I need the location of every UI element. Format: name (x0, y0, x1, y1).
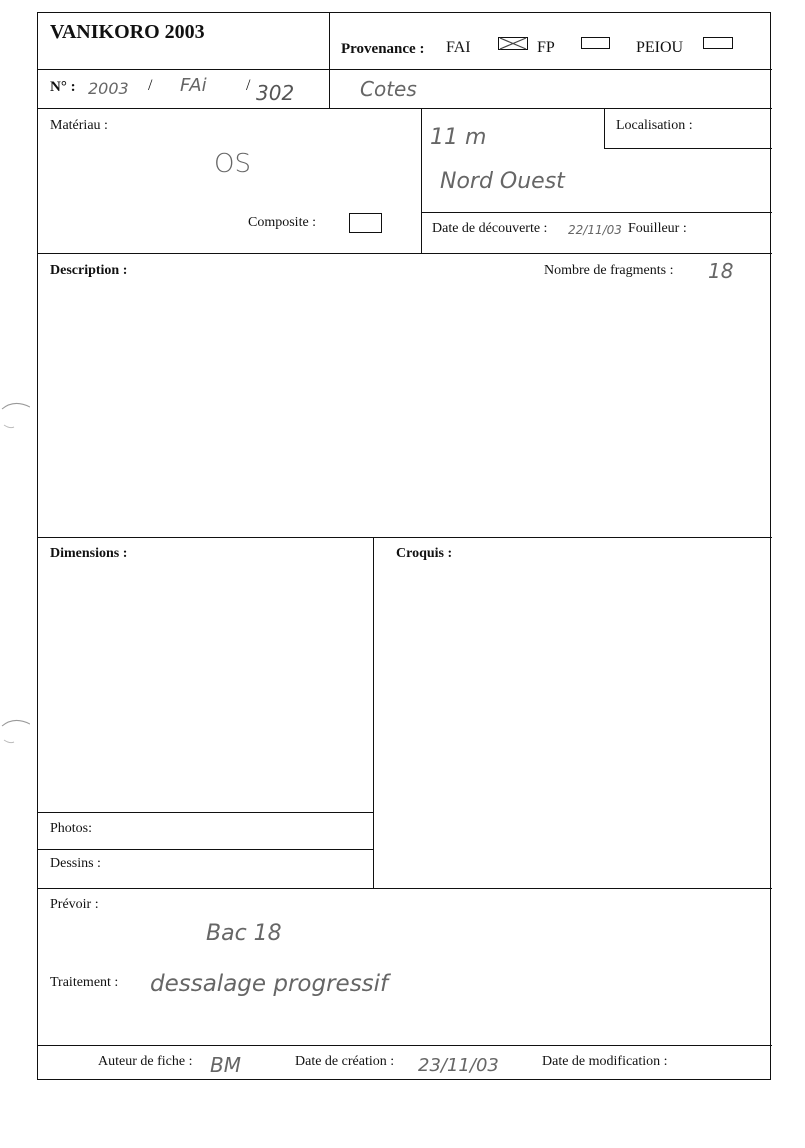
provenance-option-peiou: PEIOU (636, 39, 684, 56)
material-value: OS (214, 149, 251, 179)
traitement-value: dessalage progressif (150, 971, 389, 997)
provenance-option-fp: FP (537, 39, 555, 56)
number-separator-2: / (246, 77, 251, 94)
number-separator-1: / (148, 77, 153, 94)
fragments-value: 18 (708, 259, 734, 283)
header-divider (329, 13, 330, 69)
creation-date-label: Date de création : (295, 1054, 395, 1069)
divider (373, 537, 374, 888)
provenance-option-fai: FAI (446, 39, 471, 56)
croquis-label: Croquis : (396, 546, 453, 561)
peiou-checkbox[interactable] (703, 37, 733, 49)
discovery-date-value: 22/11/03 (568, 223, 622, 237)
check-mark-icon (498, 37, 528, 50)
divider (38, 812, 373, 813)
fp-checkbox[interactable] (581, 37, 610, 49)
number-label: N° : (50, 79, 76, 95)
number-year: 2003 (88, 79, 129, 98)
traitement-label: Traitement : (50, 975, 119, 990)
author-value: BM (210, 1053, 241, 1077)
location-depth: 11 m (430, 125, 487, 150)
number-id: 302 (256, 81, 295, 105)
description-label: Description : (50, 263, 128, 278)
prevoir-label: Prévoir : (50, 897, 99, 912)
discovery-date-label: Date de découverte : (432, 221, 548, 236)
punch-hole-mark (0, 395, 30, 435)
localisation-label: Localisation : (616, 118, 693, 133)
divider (421, 108, 422, 253)
bac-value: Bac 18 (206, 921, 282, 946)
provenance-label: Provenance : (341, 41, 425, 57)
location-direction: Nord Ouest (440, 169, 565, 194)
dessins-label: Dessins : (50, 856, 101, 871)
divider (38, 537, 772, 538)
divider (38, 69, 772, 70)
divider (38, 1045, 772, 1046)
fai-checkbox[interactable] (498, 37, 528, 50)
divider (38, 849, 373, 850)
modification-date-label: Date de modification : (542, 1054, 668, 1069)
material-label: Matériau : (50, 118, 108, 133)
composite-checkbox[interactable] (349, 213, 382, 233)
artifact-record-form (37, 12, 771, 1080)
dimensions-label: Dimensions : (50, 546, 128, 561)
divider (421, 212, 772, 213)
divider (38, 888, 772, 889)
creation-date-value: 23/11/03 (418, 1055, 499, 1076)
photos-label: Photos: (50, 821, 93, 836)
punch-hole-mark (0, 712, 30, 752)
composite-label: Composite : (248, 215, 317, 230)
divider (38, 253, 772, 254)
number-site: FAi (180, 75, 207, 96)
fragments-label: Nombre de fragments : (544, 263, 674, 278)
author-label: Auteur de fiche : (98, 1054, 193, 1069)
form-title: VANIKORO 2003 (50, 21, 205, 43)
cotes-value: Cotes (360, 77, 417, 101)
digger-label: Fouilleur : (628, 221, 687, 236)
divider (329, 69, 330, 108)
